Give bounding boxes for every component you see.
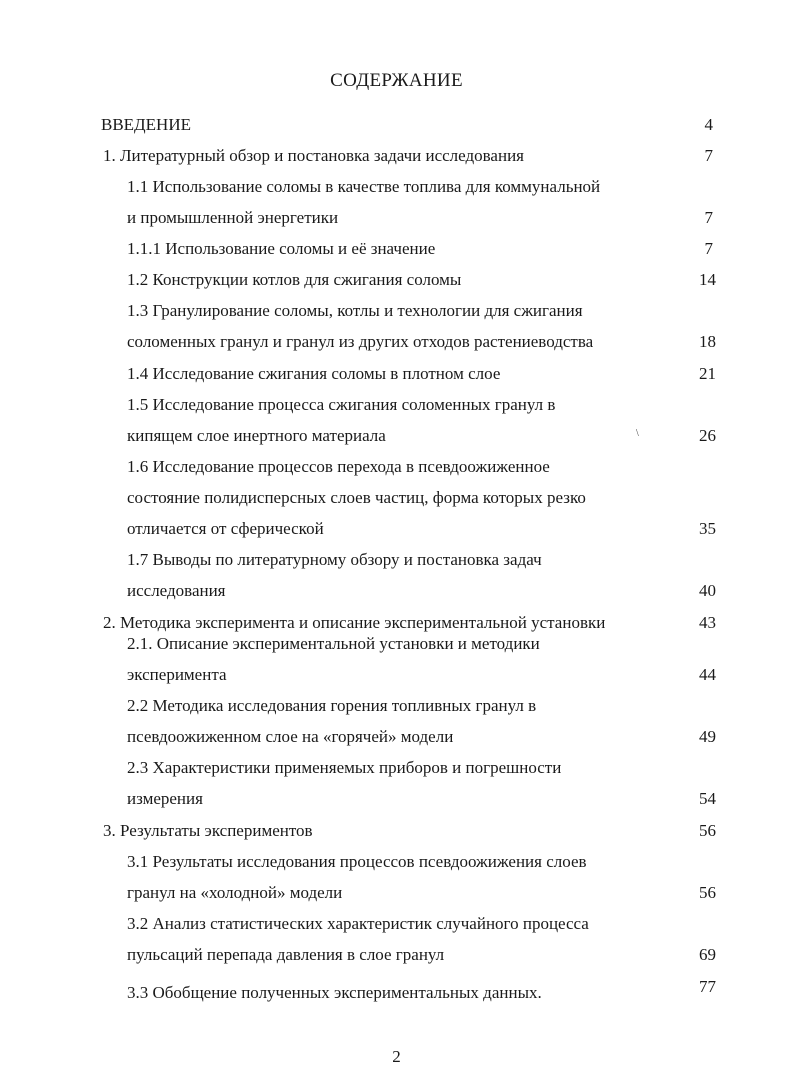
toc-page-number: 26: [699, 426, 716, 445]
toc-entry-text: кипящем слое инертного материала: [127, 426, 386, 445]
toc-page-number: 7: [704, 208, 713, 227]
toc-entry-text: 1.5 Исследование процесса сжигания соломенных гранул в: [127, 395, 556, 414]
toc-entry-text: 3.3 Обобщение полученных экспериментальных данных.: [127, 983, 542, 1002]
toc-page-number: 18: [699, 332, 716, 351]
toc-page-number: 56: [699, 883, 716, 902]
toc-page-number: 7: [704, 146, 713, 165]
toc-page-number: 44: [699, 665, 716, 684]
page-number: 2: [392, 1047, 401, 1066]
toc-entry-text: псевдоожиженном слое на «горячей» модели: [127, 727, 454, 746]
toc-page-number: 43: [699, 613, 716, 632]
toc-entry-text: отличается от сферической: [127, 519, 324, 538]
toc-page-number: 49: [699, 727, 716, 746]
toc-entry-text: 1.4 Исследование сжигания соломы в плотном слое: [127, 364, 501, 383]
toc-page-number: 4: [704, 115, 713, 134]
toc-page-number: 35: [699, 519, 716, 538]
toc-entry-text: пульсаций перепада давления в слое гранул: [127, 945, 445, 964]
toc-entry-text: и промышленной энергетики: [127, 208, 339, 227]
toc-entry-text: 2.2 Методика исследования горения топливных гранул в: [127, 696, 537, 715]
toc-page-number: 21: [699, 364, 716, 383]
toc-entry-text: 2.3 Характеристики применяемых приборов и погрешности: [127, 758, 562, 777]
toc-entry-text: 1.3 Гранулирование соломы, котлы и технологии для сжигания: [127, 301, 583, 320]
stray-mark: \: [636, 428, 639, 439]
toc-entry-text: 3.1 Результаты исследования процессов псевдоожижения слоев: [127, 852, 587, 871]
toc-entry-text: 1.1.1 Использование соломы и её значение: [127, 239, 436, 258]
toc-page-number: 56: [699, 821, 716, 840]
toc-entry-text: эксперимента: [127, 665, 227, 684]
toc-entry-text: 2. Методика эксперимента и описание экспериментальной установки: [103, 613, 606, 632]
toc-entry-text: исследования: [127, 581, 226, 600]
toc-page-number: 14: [699, 270, 716, 289]
toc-entry-text: 1. Литературный обзор и постановка задачи исследования: [103, 146, 524, 165]
toc-entry-text: 3.2 Анализ статистических характеристик случайного процесса: [127, 914, 589, 933]
toc-entry-text: гранул на «холодной» модели: [127, 883, 343, 902]
toc-page-number: 40: [699, 581, 716, 600]
toc-page-number: 7: [704, 239, 713, 258]
toc-entry-text: 1.1 Использование соломы в качестве топлива для коммунальной: [127, 177, 601, 196]
toc-entry-text: измерения: [127, 789, 203, 808]
toc-entry-text: состояние полидисперсных слоев частиц, форма которых резко: [127, 488, 586, 507]
toc-page-number: 77: [699, 977, 716, 996]
toc-page-number: 69: [699, 945, 716, 964]
toc-entry-text: 3. Результаты экспериментов: [103, 821, 313, 840]
toc-entry-text: 1.2 Конструкции котлов для сжигания соломы: [127, 270, 462, 289]
toc-entry-text: 2.1. Описание экспериментальной установки и методики: [127, 634, 540, 653]
toc-entry-text: соломенных гранул и гранул из других отходов растениеводства: [127, 332, 594, 351]
toc-entry-text: ВВЕДЕНИЕ: [101, 115, 191, 134]
toc-entry-text: 1.7 Выводы по литературному обзору и постановка задач: [127, 550, 542, 569]
toc-entry-text: 1.6 Исследование процессов перехода в псевдоожиженное: [127, 457, 550, 476]
page-title: СОДЕРЖАНИЕ: [330, 70, 463, 91]
toc-page-number: 54: [699, 789, 716, 808]
